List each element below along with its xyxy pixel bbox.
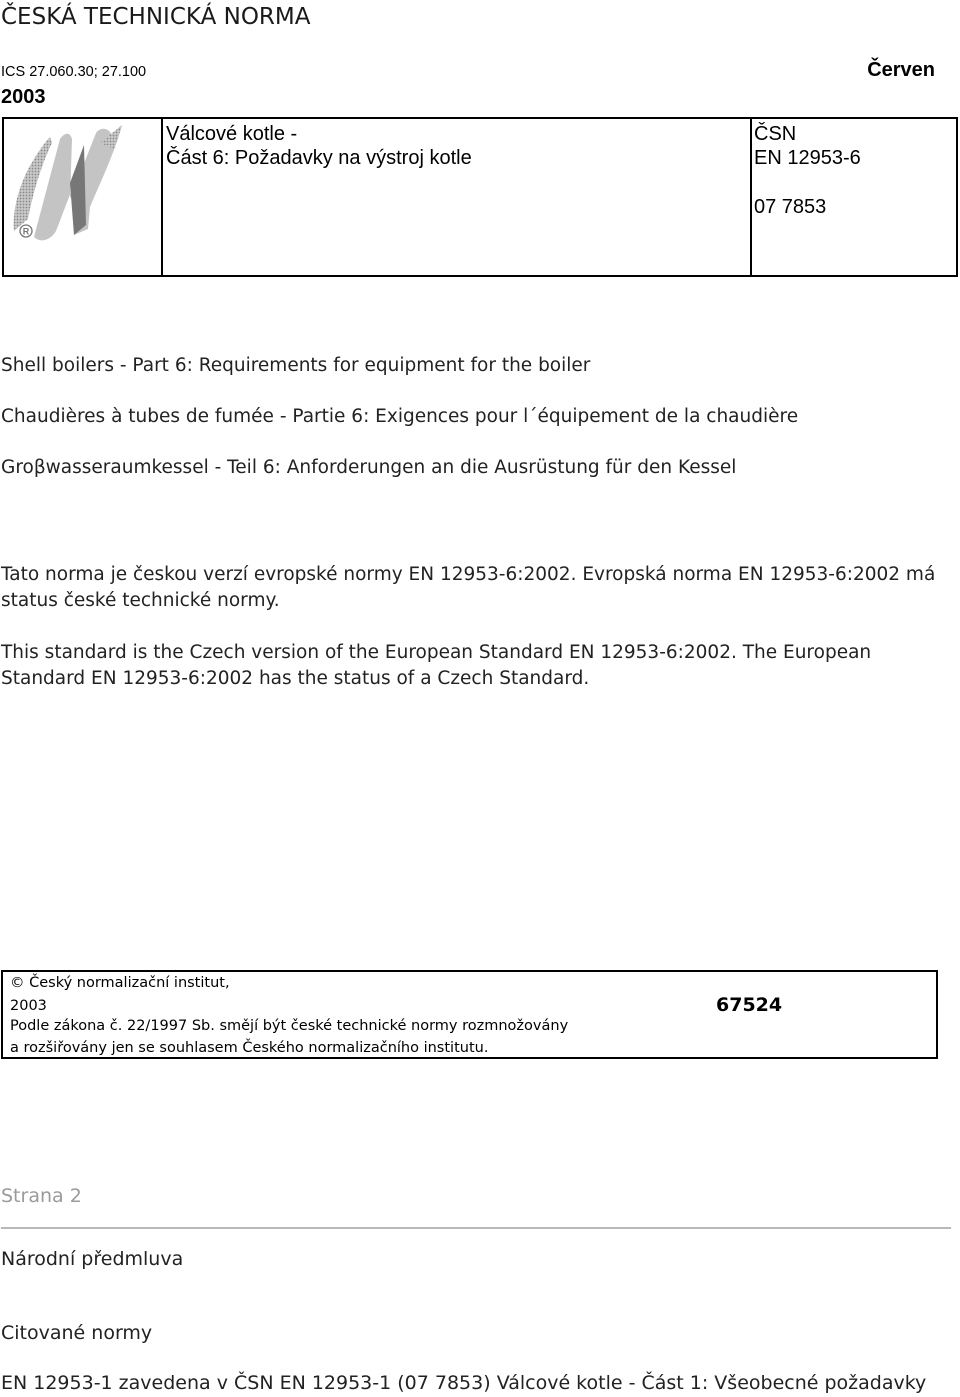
logo-stroke-shadow	[70, 145, 86, 235]
title-french: Chaudières à tubes de fumée - Partie 6: Exigences pour l´équipement de la chaudière	[1, 406, 799, 427]
column-divider	[750, 119, 752, 275]
page-divider	[1, 1227, 951, 1229]
title-block-table	[2, 117, 958, 277]
publication-year: 2003	[1, 86, 46, 108]
classification-number: 07 7853	[754, 196, 827, 218]
registered-icon	[20, 225, 32, 237]
copyright-holder: Český normalizační institut,	[24, 975, 230, 991]
catalog-number: 67524	[716, 994, 783, 1016]
en-standard-code: EN 12953-6	[754, 147, 861, 169]
copyright-year: 2003	[10, 998, 47, 1014]
section-heading-foreword: Národní předmluva	[1, 1248, 184, 1270]
column-divider	[161, 119, 163, 275]
copyright-icon: ©	[10, 975, 25, 991]
title-german: Groβwasseraumkessel - Teil 6: Anforderungen an die Ausrüstung für den Kessel	[1, 457, 737, 478]
cited-norm-entry: EN 12953-1 zavedena v ČSN EN 12953-1 (07 7853) Válcové kotle - Část 1: Všeobecné požadavky	[1, 1372, 927, 1394]
page-number-label: Strana 2	[1, 1185, 82, 1207]
copyright-holder-line	[10, 975, 230, 991]
document-type-title: ČESKÁ TECHNICKÁ NORMA	[1, 4, 311, 30]
status-paragraph-english: This standard is the Czech version of the European Standard EN 12953-6:2002. The European Standard EN 12953-6:2002 has the status of a Czech Standard.	[1, 642, 872, 689]
copyright-box	[1, 970, 938, 1059]
status-paragraph-czech: Tato norma je českou verzí evropské normy EN 12953-6:2002. Evropská norma EN 12953-6:2002 má status české technické normy.	[1, 564, 936, 611]
title-english: Shell boilers - Part 6: Requirements for equipment for the boiler	[1, 355, 591, 376]
publication-month: Červen	[867, 59, 935, 81]
czech-title-line1: Válcové kotle -	[166, 123, 298, 145]
csn-label: ČSN	[754, 123, 797, 145]
copyright-notice-line1: Podle zákona č. 22/1997 Sb. smějí být české technické normy rozmnožovány	[10, 1018, 569, 1034]
section-heading-cited-norms: Citované normy	[1, 1322, 153, 1344]
svg-text:R: R	[22, 226, 30, 237]
copyright-notice-line2: a rozšiřovány jen se souhlasem Českého normalizačního institutu.	[10, 1040, 489, 1056]
czech-title-line2: Část 6: Požadavky na výstroj kotle	[166, 147, 472, 169]
csn-logo	[4, 119, 160, 275]
ics-code: ICS 27.060.30; 27.100	[1, 64, 147, 80]
